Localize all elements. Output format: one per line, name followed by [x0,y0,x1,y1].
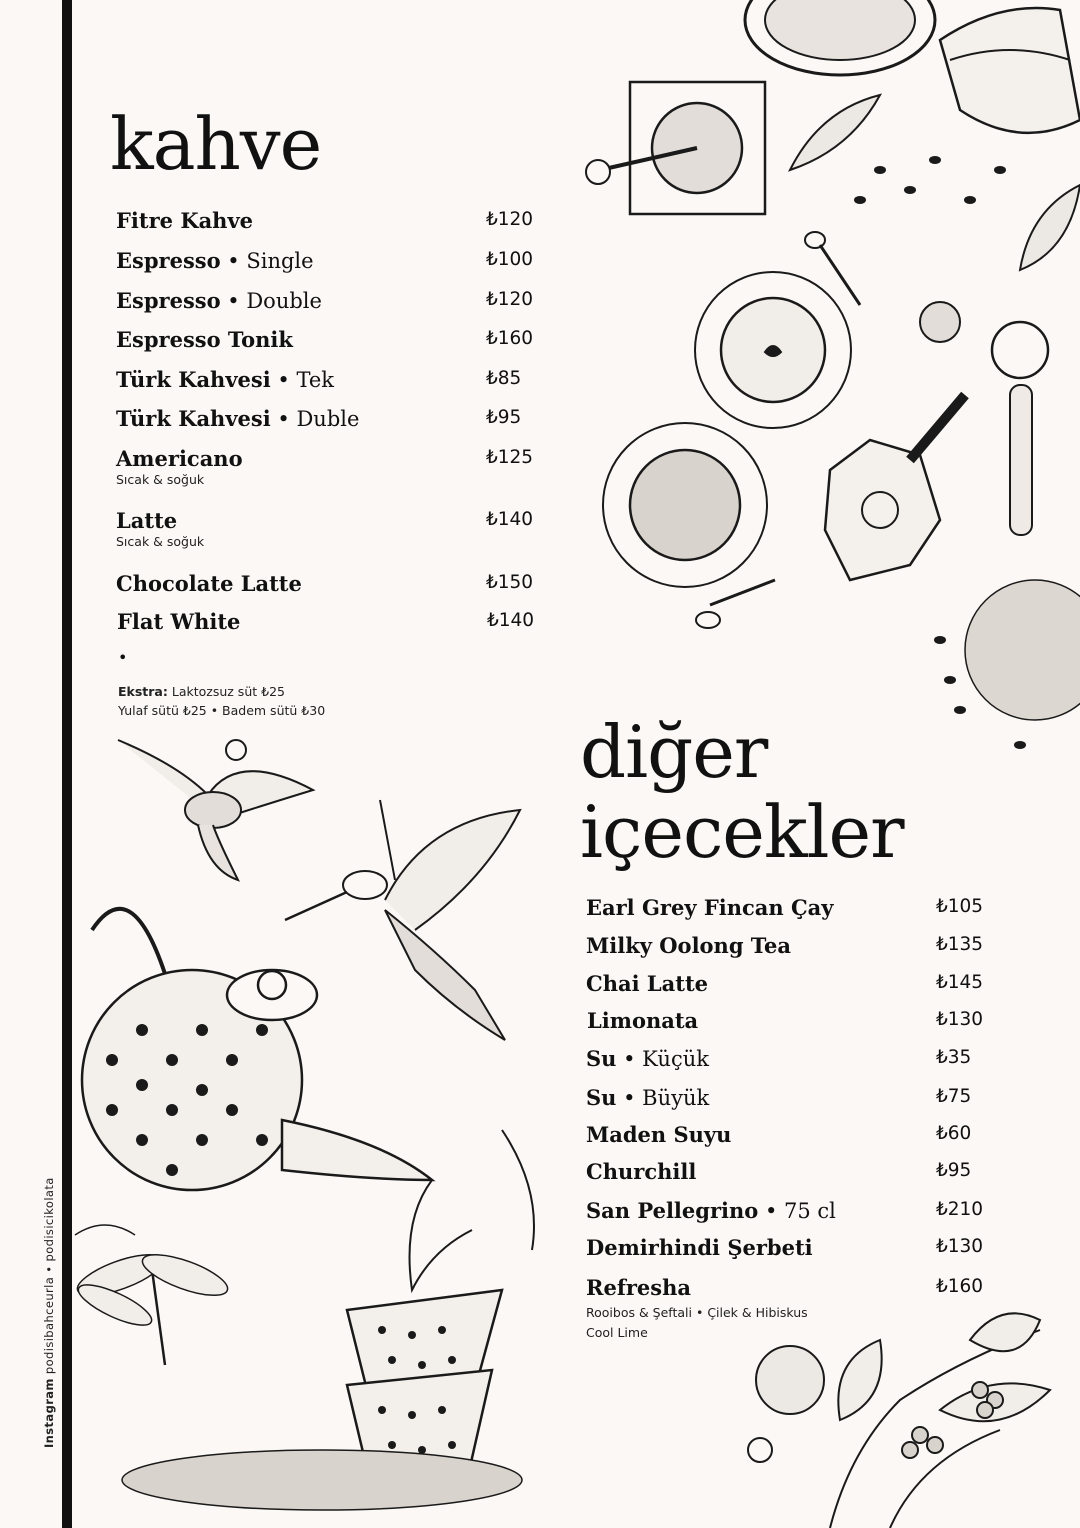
item-name: Espresso [116,248,221,273]
item-name: Churchill [586,1159,697,1184]
sidebar-rule [62,0,72,1528]
item-price: ₺95 [486,407,522,428]
item-name: Türk Kahvesi [116,406,271,431]
item-price: ₺140 [486,509,534,530]
item-description: Sıcak & soğuk [116,534,205,549]
item-price: ₺135 [936,934,984,955]
item-name: Su [586,1085,617,1110]
item-name: Earl Grey Fincan Çay [586,895,834,920]
item-name: Espresso Tonik [116,327,293,352]
item-description: Sıcak & soğuk [116,472,205,487]
item-price: ₺150 [486,572,534,593]
item-price: ₺100 [486,249,534,270]
item-name: Chai Latte [586,971,709,996]
botanical-illustration [740,1300,1080,1528]
item-variant: • 75 cl [764,1199,836,1223]
dragonfly-illustration [75,1215,225,1375]
item-price: ₺95 [936,1160,972,1181]
item-name: Americano [116,446,243,471]
item-price: ₺120 [486,289,534,310]
item-name: San Pellegrino [586,1198,759,1223]
extras-line1: Laktozsuz süt ₺25 [171,684,285,699]
item-price: ₺145 [936,972,984,993]
item-variant: • Büyük [623,1086,710,1110]
item-name: Su [586,1046,617,1071]
item-name: Türk Kahvesi [116,367,271,392]
extras-line2: Yulaf sütü ₺25 • Badem sütü ₺30 [118,703,326,718]
extras-label: Ekstra: [118,684,168,699]
instagram-handles: podisibahceurla • podisicikolata [42,1177,56,1375]
item-price: ₺75 [936,1086,972,1107]
item-price: ₺130 [936,1236,984,1257]
diger-title-line1: diğer [580,710,768,794]
diger-title-line2: içecekler [580,790,904,874]
separator-bullet: • [118,648,128,667]
item-price: ₺125 [486,447,534,468]
instagram-label: Instagram [42,1378,56,1448]
item-name: Fitre Kahve [116,208,254,233]
item-name: Demirhindi Şerbeti [586,1235,813,1260]
item-name: Maden Suyu [586,1122,732,1147]
item-price: ₺130 [936,1009,984,1030]
item-description-2: Cool Lime [586,1325,648,1340]
item-name: Milky Oolong Tea [586,933,791,958]
item-price: ₺60 [936,1123,972,1144]
item-name: Latte [116,508,178,533]
item-price: ₺105 [936,896,984,917]
item-variant: • Duble [277,407,360,431]
item-name: Limonata [587,1008,699,1033]
item-price: ₺210 [936,1199,984,1220]
item-variant: • Tek [277,368,334,392]
item-name: Flat White [117,609,241,634]
item-name: Refresha [586,1275,691,1300]
item-price: ₺160 [486,328,534,349]
item-variant: • Single [227,249,314,273]
item-price: ₺140 [487,610,535,631]
item-variant: • Double [227,289,322,313]
item-price: ₺85 [486,368,522,389]
item-price: ₺35 [936,1047,972,1068]
coffee-illustration [580,0,1080,760]
teapot-illustration [72,890,562,1520]
kahve-title: kahve [110,102,322,186]
item-name: Espresso [116,288,221,313]
item-description: Rooibos & Şeftali • Çilek & Hibiskus [586,1305,808,1320]
extras-note [118,682,325,720]
instagram-credit [42,1177,56,1448]
item-price: ₺160 [936,1276,984,1297]
item-variant: • Küçük [623,1047,709,1071]
item-name: Chocolate Latte [116,571,302,596]
item-price: ₺120 [486,209,534,230]
